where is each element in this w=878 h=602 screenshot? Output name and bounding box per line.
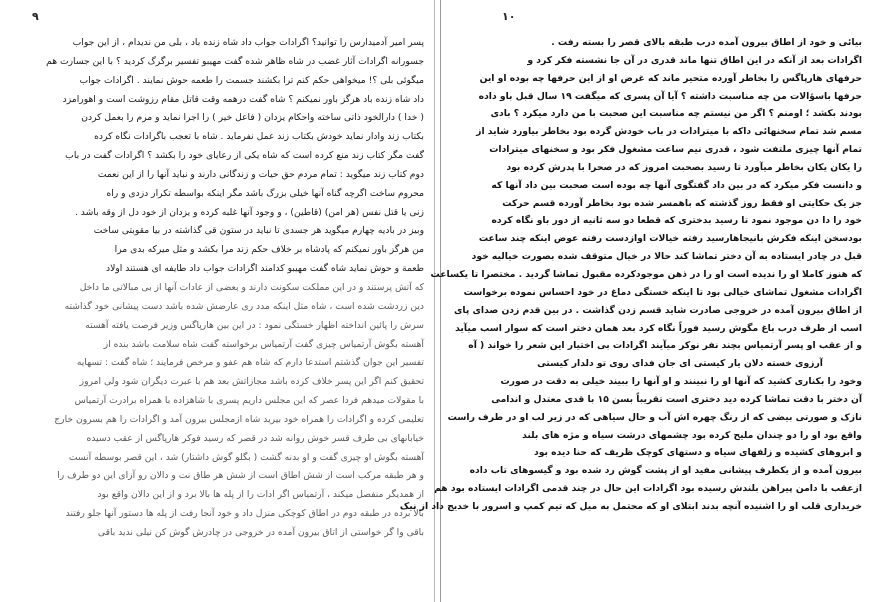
left-page [0,0,432,602]
text-line: آهسته بگوش آرتمیاس چیزی گفت آرتمیاس برخواسته گفت شاه سلامت باشد بنده از [103,338,424,350]
text-line: اسب از طرف درب باغ مگوش رسید فوراً نگاه کرد بعد همان دختر است که سوار اسب میآید [455,322,862,334]
left-page-number: ۹ [32,10,39,23]
text-line: و دانست فکر میکرد که در بین داد گفتگوی آنها چه بوده است صحبت بین داد آنها که [491,179,862,191]
text-line: دین زردشت شده است ، شاه مثل اینکه مدد ری عارضش شده باشد دست پیشانی خود گذاشته [64,300,424,312]
text-line: بیائی و خود از اطاق بیرون آمده درب طبقه بالای قصر را بسته رفت . [551,37,862,48]
text-line: جسورانه اگرادات آثار غضب در شاه ظاهر شده گفت مهیبو تفسیر برگرگ کردید ؟ با این جسارت هم [46,55,424,67]
text-line: خیابانهای بی طرف قسر خوش روانه شد در قصر که رسید فوکر هارپاگس از عقب دسیده [86,432,424,444]
text-line: میگوئی بلی ؟! میخواهی حکم کنم ترا بکشند جسمت را طعمه حوش نمایند . اگرادات جواب [79,74,424,86]
text-line: آرزوی خسته دلان یار کیستی ای جان فدای روی تو دلدار کیستی [537,358,823,370]
text-line: تعلیمی کرده و اگرادات را همراه خود بیرید شاه ازمجلس بیرون آمد و اگرادات را هم بسرون خارج [54,413,424,425]
text-line: دوم کتاب زند میگوید : تمام مردم حق حیات و زندگانی دارند و نباید آنها را از این نعمت [97,168,424,180]
text-line: بودسخن اینکه فکرش بانیجاهارسید رفته خیالات اوازدست رفته عوض اینکه چند ساعت [478,233,862,245]
text-line: خریداری قلب او را اشنیده آنچه بدند ابتلای او که محتمل به میل که تیم کمپ و اسرور با خدیج داد از نیک [399,500,862,512]
text-line: را یکان یکان بخاطر میآورد تا رسید بصحبت امروز که در صحرا با پدرش کرده بود [506,161,862,173]
text-line: بکتاب زند وادار نماید خودش بکتاب زند عمل نفرماید . شاه با تعجب باگرادات نگاه کرده [94,131,424,143]
text-line: که هنوز کاملا او را ندیده است او را در ذهن موجودکرده مقبول تماشا گردید . مختصرا تا یکساعت [430,268,862,280]
text-line: باقی وا گر خواستی از اتاق بیرون آمده در خروجی در چادرش گوش کن نیلی ندید باقی [97,526,424,538]
right-page-body [399,34,862,516]
text-line: نازک و صورتی بیضی که از رنگ چهره اش آب و حال سیاهی که در زیر لب او در طرف راست [447,411,862,423]
text-line: من هرگز باور نمیکنم که پادشاه بر خلاف حکم زند مرا بکشد و مثل میرکه بدی مرا [114,244,424,256]
text-line: قبل در چادر ایستاده به آن دختر تماشا کند حالا در خیال متوقف شده بصورت خیالیه خود [471,251,862,263]
text-line: پسر امیر آدمیدارس را توانید؟ اگرادات جواب داد شاه زنده باد ، بلی من ندیدام ، از این جواب [72,37,424,48]
text-line: واقع بود او را دو چندان ملیح کرده بود چشمهای درشت سیاه و مژه های بلند [522,429,862,441]
text-line: جز یک حکایتی او فقط روز گذشته که باهمسر شده بود بخاطر آورده قسم حرکت [502,197,862,209]
text-line: با مقولات میدهم فردا عصر که این مجلس داریم پسری با شاهزاده با همراه برادرت آرتمیاس [74,395,424,407]
right-page [399,0,878,602]
text-line: خود را دا دن موجود نمود تا رسید بدختری که قطعا دو سه ثانیه از دور باو نگاه کرده [491,215,862,227]
right-page-number: ۱۰ [502,10,516,23]
text-line: از اطاق بیرون آمده در خروجی صادرت شاید قسم زدن گذاشت . در بین قدم زدن صدای پای [453,304,862,316]
text-line: تفسیر این جوان گذشتم استدعا دارم که شاه هم عفو و مرخص فرمایند ؛ شاه گفت : تسهایه [76,357,424,369]
left-page-body [10,34,424,543]
text-line: زنی یا قتل نفس (هر امن) (قاطین) ، و وجود آنها غلبه کرده و یزدان از خود دل از وقه باشد . [74,206,424,218]
text-line: آن دختر با دقت تماشا کرده دید دختری است تقریباً بسن ۱۵ با قدی معتدل و اندامی [491,393,862,405]
text-line: طعمة و حوش نماید شاه گفت مهیبو کدامند اگرادات جواب داد طایفه ای هستند اولاد [106,263,424,275]
text-line: حرفها باسؤالات من چه مناسبت داشته ؟ آیا آن پسری که میگفت ۱۹ سال قبل باو داده [478,90,862,102]
text-line: بیرون آمده و از یکطرف پیشانی مفید او از پشت گوش رد شده بود و گیسوهای تاب داده [469,465,862,477]
text-line: مسم شد تمام سخنهائی داکه با میترادات در باب خودش گرده بود بخاطر بیاورد شاید از [476,126,862,138]
text-line: تحقیق کنم اگر این پسر خلاف کرده باشد مجازاتش بعد هم با عبرت دیگران شود ولی امروز [79,376,424,388]
text-line: اگرادات بعد از آنکه در این اطاق تنها ماند قدری در آن جا نشسته فکر کرد و [527,54,862,66]
text-line: و هر طبقه مرکب است از شش اطاق است از شش هر طاق نت و دالان رو آزای این دو طرف را [57,470,424,482]
text-line: آهسته بگوش او چیزی گفت و او بدنه گشت ( بگلو گوش داشتار) شد ، این قصر بوسطه آنست [68,451,424,463]
text-line: وبیز در بادیه چهارم میگوید هر جسدی تا نباید در ستون قی گذاشته در بیا مقوبتی ساخت [93,225,424,237]
text-line: ازعقب با دامن پیراهن بلندش رسیده بود اگرادات این حال در چند قدمی اگرادات ایستاده بود هم [434,483,862,495]
text-line: بودند بکشد ؛ اومنم ؟ اگر من نیستم چه مناسبت این صحبت با من دارد میکرد ؟ بادی [490,108,862,120]
text-line: محروم ساخت اگرچه گناه آنها خیلی بزرگ باشد مگر اینکه بواسطه تکرار دزدی و راه [106,187,424,199]
text-line: سرش را پائین انداخته اظهار خستگی نمود : در این بین هارپاگس وزیر فرصت یافته آهسته [85,319,424,331]
text-line: که آتش پرستند و در این مملکت سکونت دارند و بعضی از عادات آنها از بی مبالاتی ما داخل [79,281,424,293]
text-line: ( خدا ) دارالخود ذاتی ساخته واحکام یزدان ( فاعل خیر ) را اجرا نماید و مرم را بعمل کردن [81,112,424,124]
text-line: داد شاه زنده باد هرگز باور نمیکنم ؟ شاه گفت درهمه وقت قاتل مقام رزوشت است و اهورامزد [62,93,424,105]
text-line: اگرادات مشغول تماشای خیالی بود تا اینکه خستگی دماغ در خود احساس نموده برخواست [463,286,862,298]
text-line: حرفهای هارپاگس را بخاطر آورده متحیر ماند که غرض او از این حرفها چه بوده او این [479,72,862,84]
text-line: گفت مگر کتاب زند منع کرده است که شاه یکی از رعایای خود را بکشد ؟ اگرادات گفت در باب [65,150,424,162]
text-line: وخود را بکناری کشید که آنها او را نبینند و او آنها را ببیند خیلی به دقت در صورت [500,376,862,388]
text-line: و از عقب او پسر آرتمیاس بچند نفر نوکر میآیند اگرادات بی اختیار این شعر را خواند ( آه [468,340,862,352]
text-line: تمام آنها چیزی ملتفت شود ، قدری نیم ساعت مشغول فکر بود و سخنهای میترادات [489,144,862,156]
text-line: بالا برده در طبقه دوم در اطاق کوچکی منزل داد و خود آنجا رفت از پله ها دستور آنها جلو رفتند [65,508,424,520]
text-line: و ابروهای کشیده و زلفهای سیاه و دستهای کوچک ظریف که حنا دیده بود [534,447,862,459]
text-line: از همدیگر منفصل میکند ، آرتمیاس اگر ادات را از پله ها بالا برد و از این دالان واقع بود [97,489,424,501]
